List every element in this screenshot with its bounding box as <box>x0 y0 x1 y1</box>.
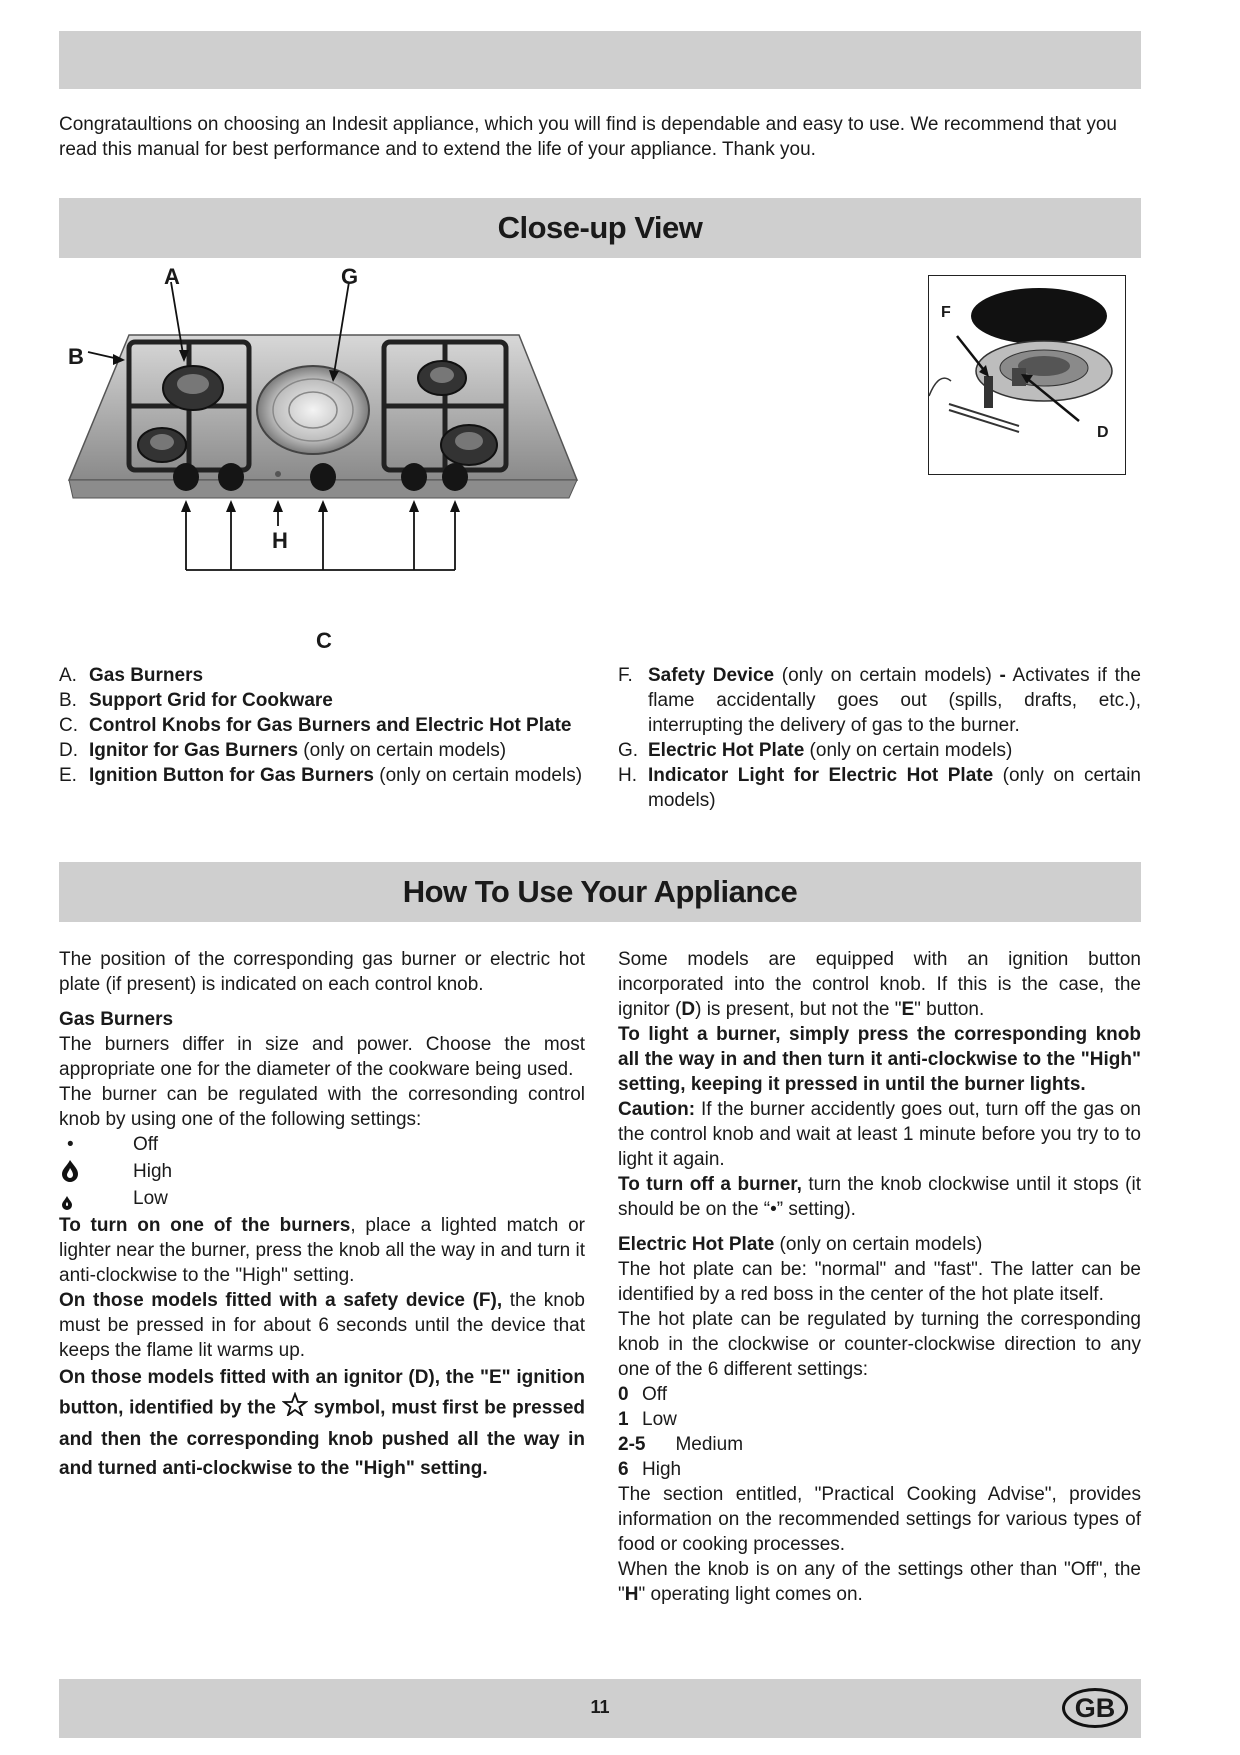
hob-illustration <box>59 270 599 660</box>
spark-star-icon <box>282 1392 308 1425</box>
burner-size-paragraph: The burners differ in size and power. Choose the most appropriate one for the diameter of the cookware being used. <box>59 1034 585 1080</box>
hob-diagram <box>59 264 599 660</box>
language-badge: GB <box>1062 1688 1128 1728</box>
level-2-5: 2-5 Medium <box>618 1434 744 1455</box>
level-0: 0 Off <box>618 1384 667 1405</box>
caution-paragraph: Caution: If the burner accidently goes out, turn off the gas on the control knob and wait at least 1 minute before you try to to light it again. <box>618 1099 1141 1170</box>
level-1: 1 Low <box>618 1409 677 1430</box>
cooking-advice-paragraph: The section entitled, "Practical Cooking Advise", provides information on the recommended settings for various types of food or cooking processes. <box>618 1484 1141 1555</box>
hot-plate-types-paragraph: The hot plate can be: "normal" and "fast". The latter can be identified by a red boss in the center of the hot plate itself. <box>618 1259 1141 1305</box>
label-g: G <box>341 264 359 289</box>
burner-detail-illustration <box>929 276 1125 474</box>
hot-plate-levels-list <box>618 1382 1141 1482</box>
header-band <box>59 31 1141 89</box>
parts-list-right <box>618 663 1141 813</box>
part-a: A. Gas Burners <box>59 665 204 686</box>
label-d: D <box>1097 424 1109 441</box>
part-f: F. Safety Device (only on certain models) - Activates if the flame accidentally goes out (spills, drafts, etc.), interrupting the delivery of gas to the burner. <box>618 665 1141 736</box>
closeup-band <box>59 198 1141 258</box>
part-c: C. Control Knobs for Gas Burners and Electric Hot Plate <box>59 715 572 736</box>
label-h: H <box>272 528 288 553</box>
burner-detail-inset <box>928 275 1126 475</box>
part-g: G. Electric Hot Plate (only on certain models) <box>618 740 1013 761</box>
small-flame-icon <box>61 1186 91 1217</box>
page-number: 11 <box>590 1697 610 1717</box>
parts-list-left <box>59 663 585 788</box>
setting-off: • Off <box>67 1134 158 1155</box>
hot-plate-regulate-paragraph: The hot plate can be regulated by turning the corresponding knob in the clockwise or counter-clockwise direction to any one of the 6 different settings: <box>618 1309 1141 1380</box>
setting-high: High <box>59 1159 585 1186</box>
burner-settings-list <box>59 1132 585 1213</box>
right-column <box>618 947 1141 1607</box>
level-6: 6 High <box>618 1459 682 1480</box>
bullet-icon: • <box>67 1134 74 1155</box>
light-burner-paragraph: To light a burner, simply press the corresponding knob all the way in and then turn it anti-clockwise to the "High" setting, keeping it pressed in until the burner lights. <box>618 1024 1141 1095</box>
howto-band <box>59 862 1141 922</box>
safety-device-paragraph: On those models fitted with a safety device (F), the knob must be pressed in for about 6 seconds until the device that keeps the flame lit warms up. <box>59 1290 585 1361</box>
label-c: C <box>316 628 332 653</box>
label-b: B <box>68 344 84 369</box>
hot-plate-heading: Electric Hot Plate (only on certain models) <box>618 1234 983 1255</box>
ignition-button-paragraph: Some models are equipped with an ignition button incorporated into the control knob. If this is the case, the ignitor (D) is present, but not the "E" button. <box>618 949 1141 1020</box>
part-h: H. Indicator Light for Electric Hot Plate (only on certain models) <box>618 765 1141 811</box>
ignitor-paragraph: On those models fitted with an ignitor (D), the "E" ignition button, identified by the symbol, must first be pressed and then the corresponding knob pushed all the way in and turned anti-clockwise to the "High" setting. <box>59 1367 585 1479</box>
turn-off-paragraph: To turn off a burner, turn the knob clockwise until it stops (it should be on the “•” setting). <box>618 1174 1141 1220</box>
label-a: A <box>164 264 180 289</box>
gas-burners-heading: Gas Burners <box>59 1009 174 1030</box>
left-column <box>59 947 585 1483</box>
closeup-title: Close-up View <box>497 210 703 245</box>
turn-on-paragraph: To turn on one of the burners, place a lighted match or lighter near the burner, press the knob all the way in and turn it anti-clockwise to the "High" setting. <box>59 1215 585 1286</box>
intro-paragraph: Congrataultions on choosing an Indesit appliance, which you will find is dependable and easy to use. We recommend that you read this manual for best performance and to extend the life of your appliance. Thank you. <box>59 114 1117 160</box>
operating-light-paragraph: When the knob is on any of the settings other than "Off", the "H" operating light comes on. <box>618 1559 1141 1605</box>
label-f: F <box>941 304 951 321</box>
part-d: D. Ignitor for Gas Burners (only on certain models) <box>59 740 507 761</box>
part-b: B. Support Grid for Cookware <box>59 690 333 711</box>
part-e: E. Ignition Button for Gas Burners (only on certain models) <box>59 765 583 786</box>
burner-regulate-paragraph: The burner can be regulated with the corresonding control knob by using one of the following settings: <box>59 1084 585 1130</box>
knob-position-paragraph: The position of the corresponding gas burner or electric hot plate (if present) is indicated on each control knob. <box>59 949 585 995</box>
footer-band <box>59 1679 1141 1738</box>
howto-title: How To Use Your Appliance <box>402 874 798 909</box>
setting-low: Low <box>59 1186 585 1213</box>
